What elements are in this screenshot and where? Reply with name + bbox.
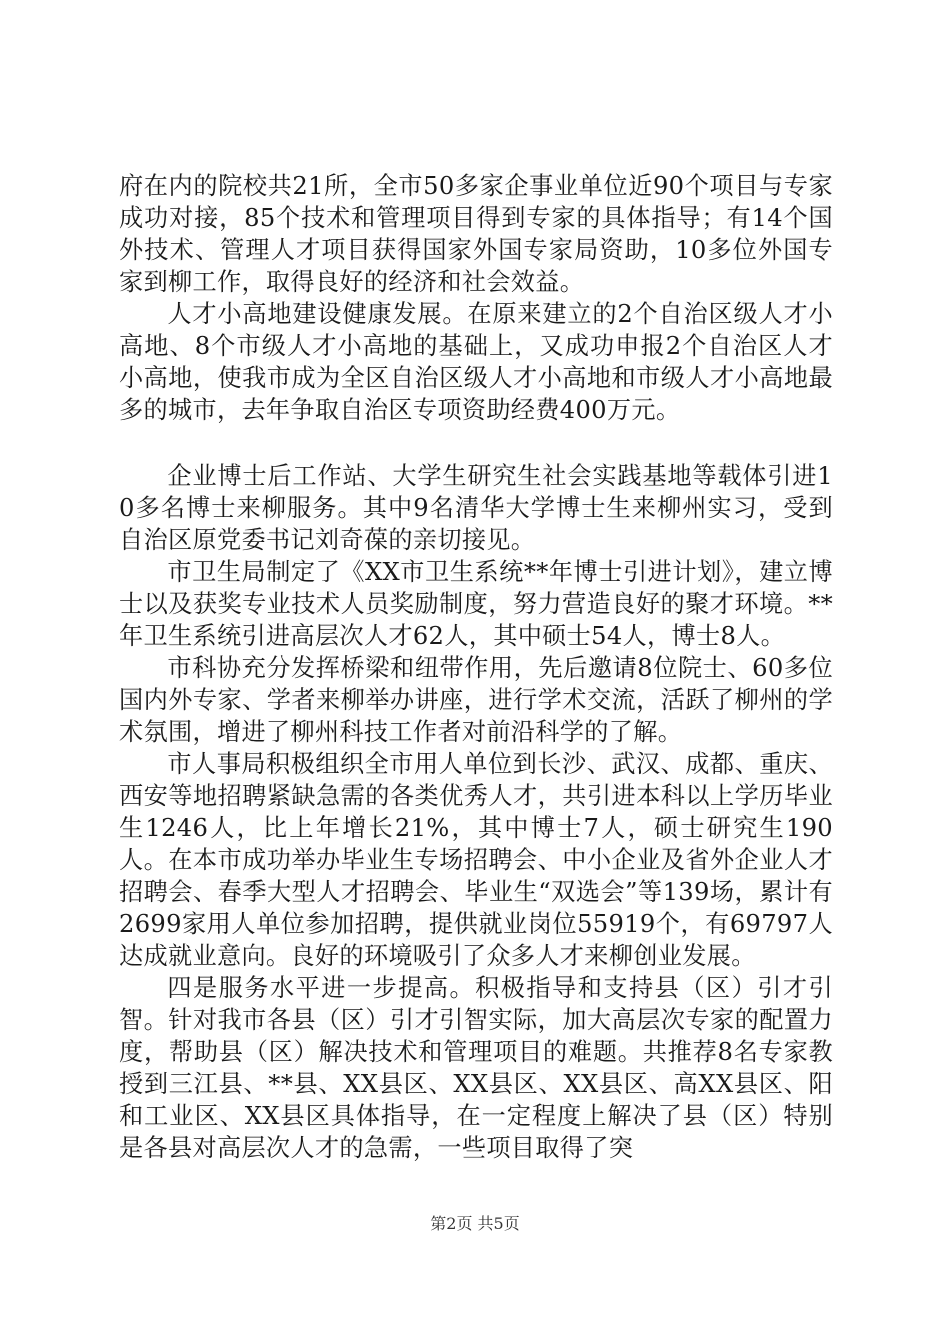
paragraph-1: 府在内的院校共21所，全市50多家企事业单位近90个项目与专家成功对接，85个技术和管理项目得到专家的具体指导；有14个国外技术、管理人才项目获得国家外国专家局资助，10多位外国专家到柳工作，取得良好的经济和社会效益。 [119, 172, 833, 296]
paragraph-7: 四是服务水平进一步提高。积极指导和支持县（区）引才引智。针对我市各县（区）引才引智实际，加大高层次专家的配置力度，帮助县（区）解决技术和管理项目的难题。共推荐8名专家教授到三江县、**县、XX县区、XX县区、XX县区、高XX县区、阳和工业区、XX县区具体指导，在一定程度上解决了县（区）特别是各县对高层次人才的急需，一些项目取得了突 [119, 974, 833, 1162]
paragraph-6: 市人事局积极组织全市用人单位到长沙、武汉、成都、重庆、西安等地招聘紧缺急需的各类优秀人才，共引进本科以上学历毕业生1246人，比上年增长21%，其中博士7人，硕士研究生190人。在本市成功举办毕业生专场招聘会、中小企业及省外企业人才招聘会、春季大型人才招聘会、毕业生“双选会”等139场，累计有2699家用人单位参加招聘，提供就业岗位55919个，有69797人达成就业意向。良好的环境吸引了众多人才来柳创业发展。 [119, 750, 834, 970]
paragraph-4: 市卫生局制定了《XX市卫生系统**年博士引进计划》，建立博士以及获奖专业技术人员奖励制度，努力营造良好的聚才环境。**年卫生系统引进高层次人才62人，其中硕士54人，博士8人。 [119, 558, 833, 650]
page-number-footer: 第2页 共5页 [430, 1214, 520, 1233]
paragraph-3: 企业博士后工作站、大学生研究生社会实践基地等载体引进10多名博士来柳服务。其中9名清华大学博士生来柳州实习，受到自治区原党委书记刘奇葆的亲切接见。 [119, 462, 833, 554]
paragraph-5: 市科协充分发挥桥梁和纽带作用，先后邀请8位院士、60多位国内外专家、学者来柳举办讲座，进行学术交流，活跃了柳州的学术氛围，增进了柳州科技工作者对前沿科学的了解。 [119, 654, 833, 746]
paragraph-2: 人才小高地建设健康发展。在原来建立的2个自治区级人才小高地、8个市级人才小高地的基础上，又成功申报2个自治区人才小高地，使我市成为全区自治区级人才小高地和市级人才小高地最多的城市，去年争取自治区专项资助经费400万元。 [119, 300, 833, 424]
document-body [119, 170, 833, 1164]
